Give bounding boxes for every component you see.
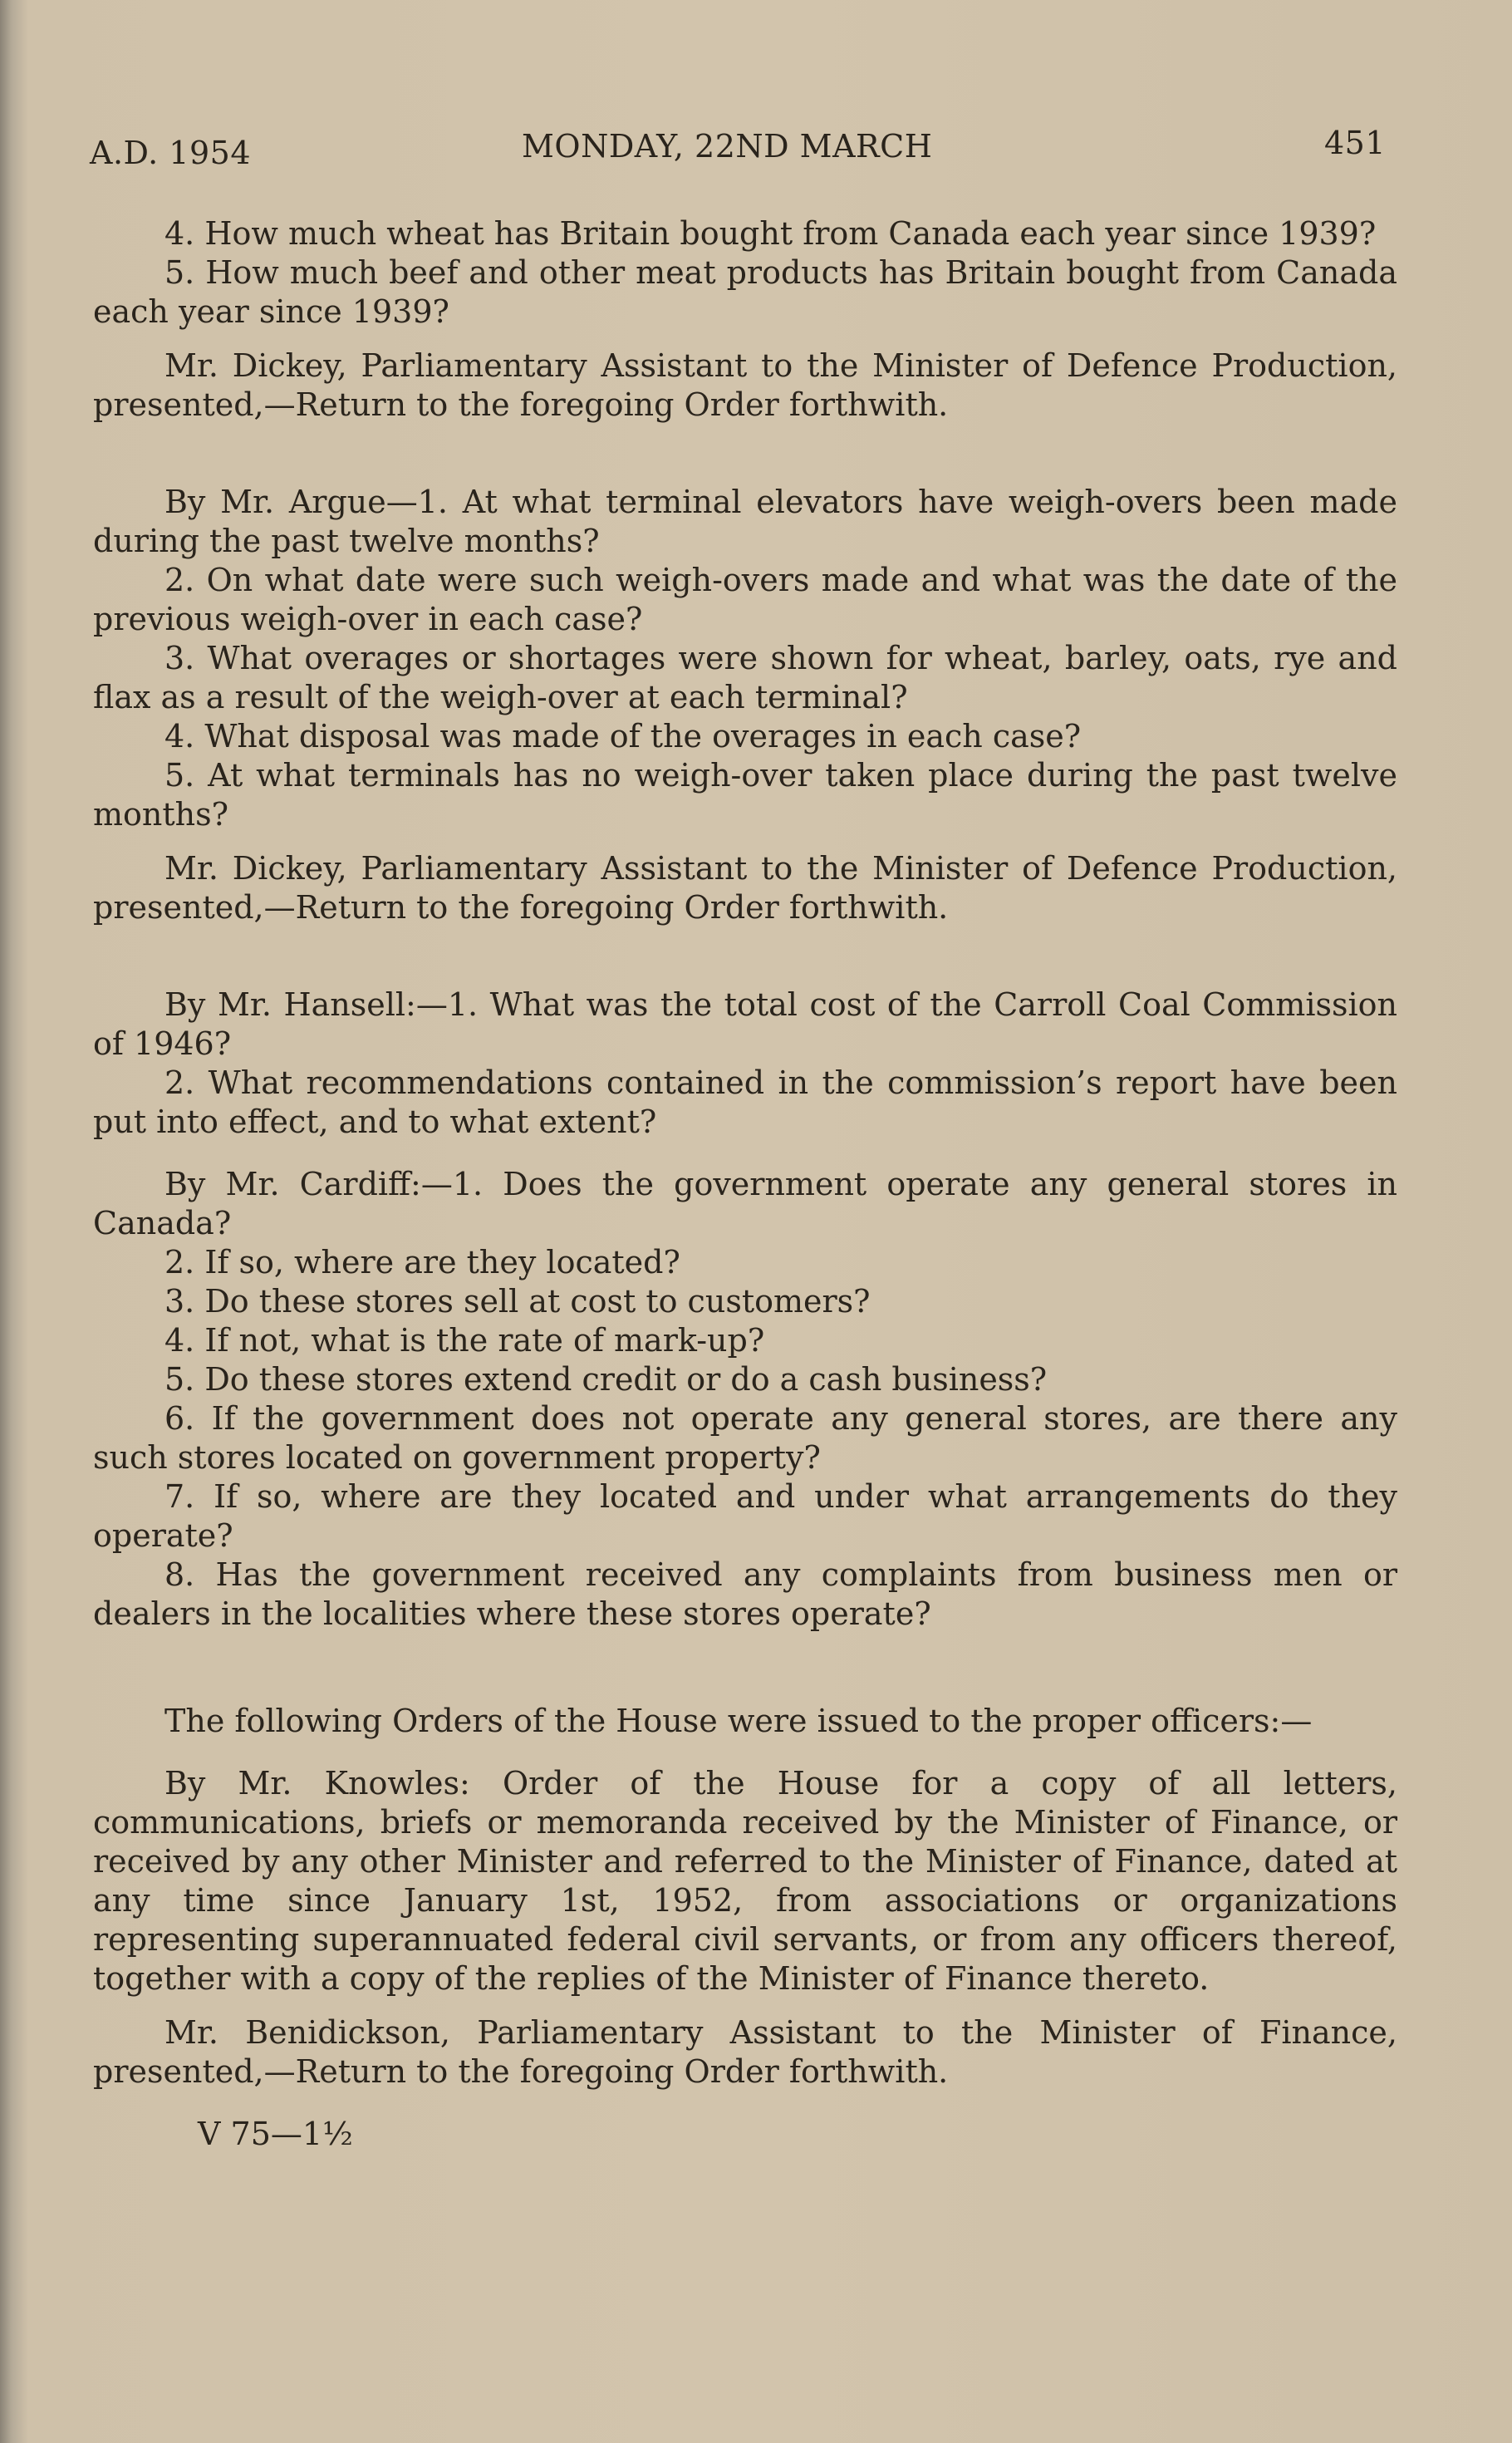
paragraph: By Mr. Hansell:—1. What was the total cost of the Carroll Coal Commission of 1946? xyxy=(93,986,1397,1062)
document-body xyxy=(93,214,1397,2154)
paragraph: 5. At what terminals has no weigh-over taken place during the past twelve months? xyxy=(93,757,1397,833)
paragraph: 5. Do these stores extend credit or do a cash business? xyxy=(164,1361,1048,1398)
paragraph: By Mr. Cardiff:—1. Does the government operate any general stores in Canada? xyxy=(93,1166,1397,1241)
paragraph: The following Orders of the House were issued to the proper officers:— xyxy=(164,1703,1313,1739)
paragraph: 2. If so, where are they located? xyxy=(164,1244,680,1280)
header-year: A.D. 1954 xyxy=(90,135,251,171)
paragraph: 6. If the government does not operate any general stores, are there any such stores located on government property? xyxy=(93,1400,1397,1476)
paragraph: 2. What recommendations contained in the commission’s report have been put into effect, and to what extent? xyxy=(93,1064,1397,1140)
paragraph: By Mr. Argue—1. At what terminal elevators have weigh-overs been made during the past twelve months? xyxy=(93,484,1397,559)
paragraph: Mr. Dickey, Parliamentary Assistant to the Minister of Defence Production, presented,—Return to the foregoing Order forthwith. xyxy=(93,347,1397,423)
paragraph: Mr. Dickey, Parliamentary Assistant to the Minister of Defence Production, presented,—Return to the foregoing Order forthwith. xyxy=(93,850,1397,926)
paragraph: 5. How much beef and other meat products has Britain bought from Canada each year since 1939? xyxy=(93,254,1397,330)
paragraph: 2. On what date were such weigh-overs made and what was the date of the previous weigh-over in each case? xyxy=(93,562,1397,637)
paragraph: 4. If not, what is the rate of mark-up? xyxy=(164,1322,765,1359)
header-date: MONDAY, 22ND MARCH xyxy=(522,128,933,165)
paragraph: 7. If so, where are they located and under what arrangements do they operate? xyxy=(93,1478,1397,1554)
paragraph: 3. What overages or shortages were shown for wheat, barley, oats, rye and flax as a result of the weigh-over at each terminal? xyxy=(93,640,1397,715)
page-number: 451 xyxy=(1323,125,1386,161)
paragraph: Mr. Benidickson, Parliamentary Assistant to the Minister of Finance, presented,—Return to the foregoing Order forthwith. xyxy=(93,2014,1397,2090)
printer-signature-mark: V 75—1½ xyxy=(198,2116,353,2152)
paragraph: 3. Do these stores sell at cost to customers? xyxy=(164,1283,871,1320)
page-header xyxy=(90,125,1386,174)
paragraph: 4. What disposal was made of the overages in each case? xyxy=(164,718,1082,755)
paragraph: 8. Has the government received any complaints from business men or dealers in the localities where these stores operate? xyxy=(93,1556,1397,1632)
paragraph: By Mr. Knowles: Order of the House for a copy of all letters, communications, briefs or memoranda received by the Minister of Finance, or received by any other Minister and referred to the Minister of Finance, dated at any time since January 1st, 1952, from associations or organizations representing superannuated federal civil servants, or from any officers thereof, together with a copy of the replies of the Minister of Finance thereto. xyxy=(93,1765,1397,1997)
paragraph: 4. How much wheat has Britain bought from Canada each year since 1939? xyxy=(164,215,1377,252)
